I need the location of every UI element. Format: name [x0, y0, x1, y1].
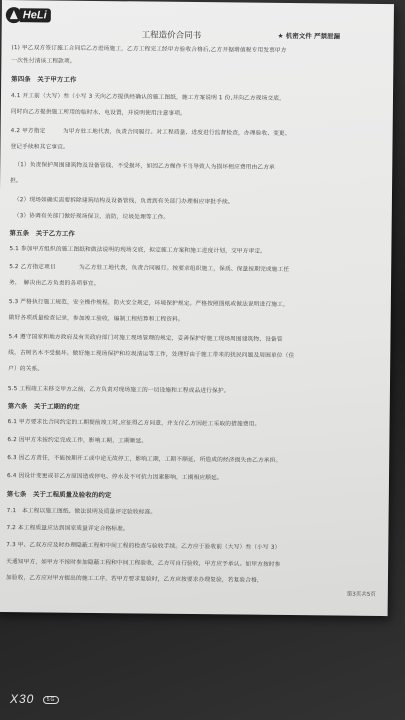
text-line: 5.5 工程竣工未移交甲方之前，乙方负责对现场施工的一切设施和工程成品进行保护。: [7, 386, 230, 395]
camera-model: X30: [10, 692, 35, 706]
camera-badge: 5G: [43, 696, 60, 704]
text-line: 线，古树名木不受损坏。做好施工现场保护和垃圾清运等工作，处理好由于施工带来的扰民问题及周围单位（住: [8, 350, 295, 360]
page-number: 第3页共5页: [346, 591, 376, 598]
text-line: 天通知甲方，如甲方不按时参加隐蔽工程和中间工程验收，乙方可自行验收，甲方应予承认。如甲方按时参: [6, 559, 281, 568]
text-line: 7.1 本工程以施工图纸、做法说明及质量评定验收标准。: [6, 508, 157, 516]
section-heading: 第六条 关于工期的约定: [7, 402, 80, 411]
logo-mark-icon: [6, 7, 22, 23]
text-line: 6.4 因设计变更或非乙方原因造成停电、停水及不可抗力因素影响，工期相应顺延。: [6, 473, 223, 482]
text-line: 7.2 本工程质量应达到国家质量评定合格标准。: [6, 525, 129, 533]
section-heading: 第四条 关于甲方工作: [11, 75, 77, 84]
text-line: 务， 解决由乙方负责的各项事宜。: [9, 280, 100, 288]
camera-watermark: [10, 692, 59, 706]
logo-text: HeLi: [20, 8, 51, 22]
text-line: 5.4 遵守国家和地方政府及有关政府部门对施工现场管理的规定，妥善保护好施工现场周围建筑物、设备管: [8, 334, 283, 343]
text-line: 5.2 乙方指定项目 为乙方驻工地代表，负责合同履行。按要求组织施工，保质、保量按期完成施工任: [9, 264, 290, 274]
text-line: 5.3 严格执行施工规范，安全操作规程，防火安全规定，环境保护规定。严格按照图纸或做法说明进行施工，: [8, 299, 289, 309]
text-line: （2）现场如确实需要拆除建筑结构及设备管线，负责到有关部门办理相应审批手续。: [13, 197, 234, 206]
text-line: 加验收，乙方应对甲方提出的施工工序，若甲方要求复验时，乙方应按要求办理复验，若复验合格，: [5, 575, 263, 584]
section-heading: 第五条 关于乙方工作: [9, 229, 76, 238]
text-line: 户）的关系。: [8, 366, 44, 373]
text-line: 一次性付清该工程款项。: [11, 58, 76, 65]
text-line: 做好各项质量检查记录，参加竣工验收，编制工程结算和工程资料。: [8, 315, 184, 323]
text-line: 6.3 因乙方责任，不能按期开工或中途无故停工，影响工期，工期不顺延，所造成的经济损失由乙方承担。: [7, 455, 282, 464]
section-heading: 第七条 关于工程质量及验收的约定: [6, 490, 112, 500]
confidential-tag: ★ 机密文件 严禁泄漏: [277, 31, 341, 41]
text-line: （1）负责保护周围建筑物及设备管线，不受损坏，如因乙方操作不当导致人为损坏相应费用由乙方承: [14, 162, 275, 171]
text-line: 担。: [10, 178, 22, 185]
text-line: 4.1 开工前（大写）叁（小写 3 天向乙方提供经确认的施工图纸，施工方案说明 1 份,并向乙方现场交底，: [10, 93, 285, 102]
text-line: 6.2 因甲方未按约定完成工作，影响工期，工期顺延。: [7, 437, 148, 445]
text-line: 7.3 甲、乙双方应及时办理隐蔽工程和中间工程的检查与验收手续。乙方应于验收前（大写）叁（小写 3）: [6, 542, 281, 551]
text-line: (1) 甲乙双方签订施工合同后乙方进场施工，乙方工程完工经甲方验收合格后,乙方开据增值税专用发票甲方: [11, 45, 287, 54]
text-line: 4.2 甲方指定 为甲方驻工地代表，负责合同履行。对工程质量、进度进行监督检查，办理验收、变更、: [10, 128, 291, 138]
text-line: 5.1 参加甲方组织的施工图纸和做法说明的现场交底，拟定施工方案和施工进度计划，交甲方审定。: [9, 246, 267, 255]
company-logo: [6, 6, 51, 24]
text-line: 同时向乙方提供施工所用的临时水、电设置，并说明使用注意事项。: [10, 109, 186, 117]
text-line: 6.1 甲方要求比合同约定的工期提前竣工时,应征得乙方同意，并支付乙方因赶工采取的措施费用。: [7, 419, 261, 428]
text-line: 登记手续和其它事宜。: [10, 144, 69, 151]
document-title: 工程造价合同书: [141, 30, 202, 42]
text-line: （3）协调有关部门做好现场保卫，消防，垃圾处理等工作。: [13, 213, 170, 221]
